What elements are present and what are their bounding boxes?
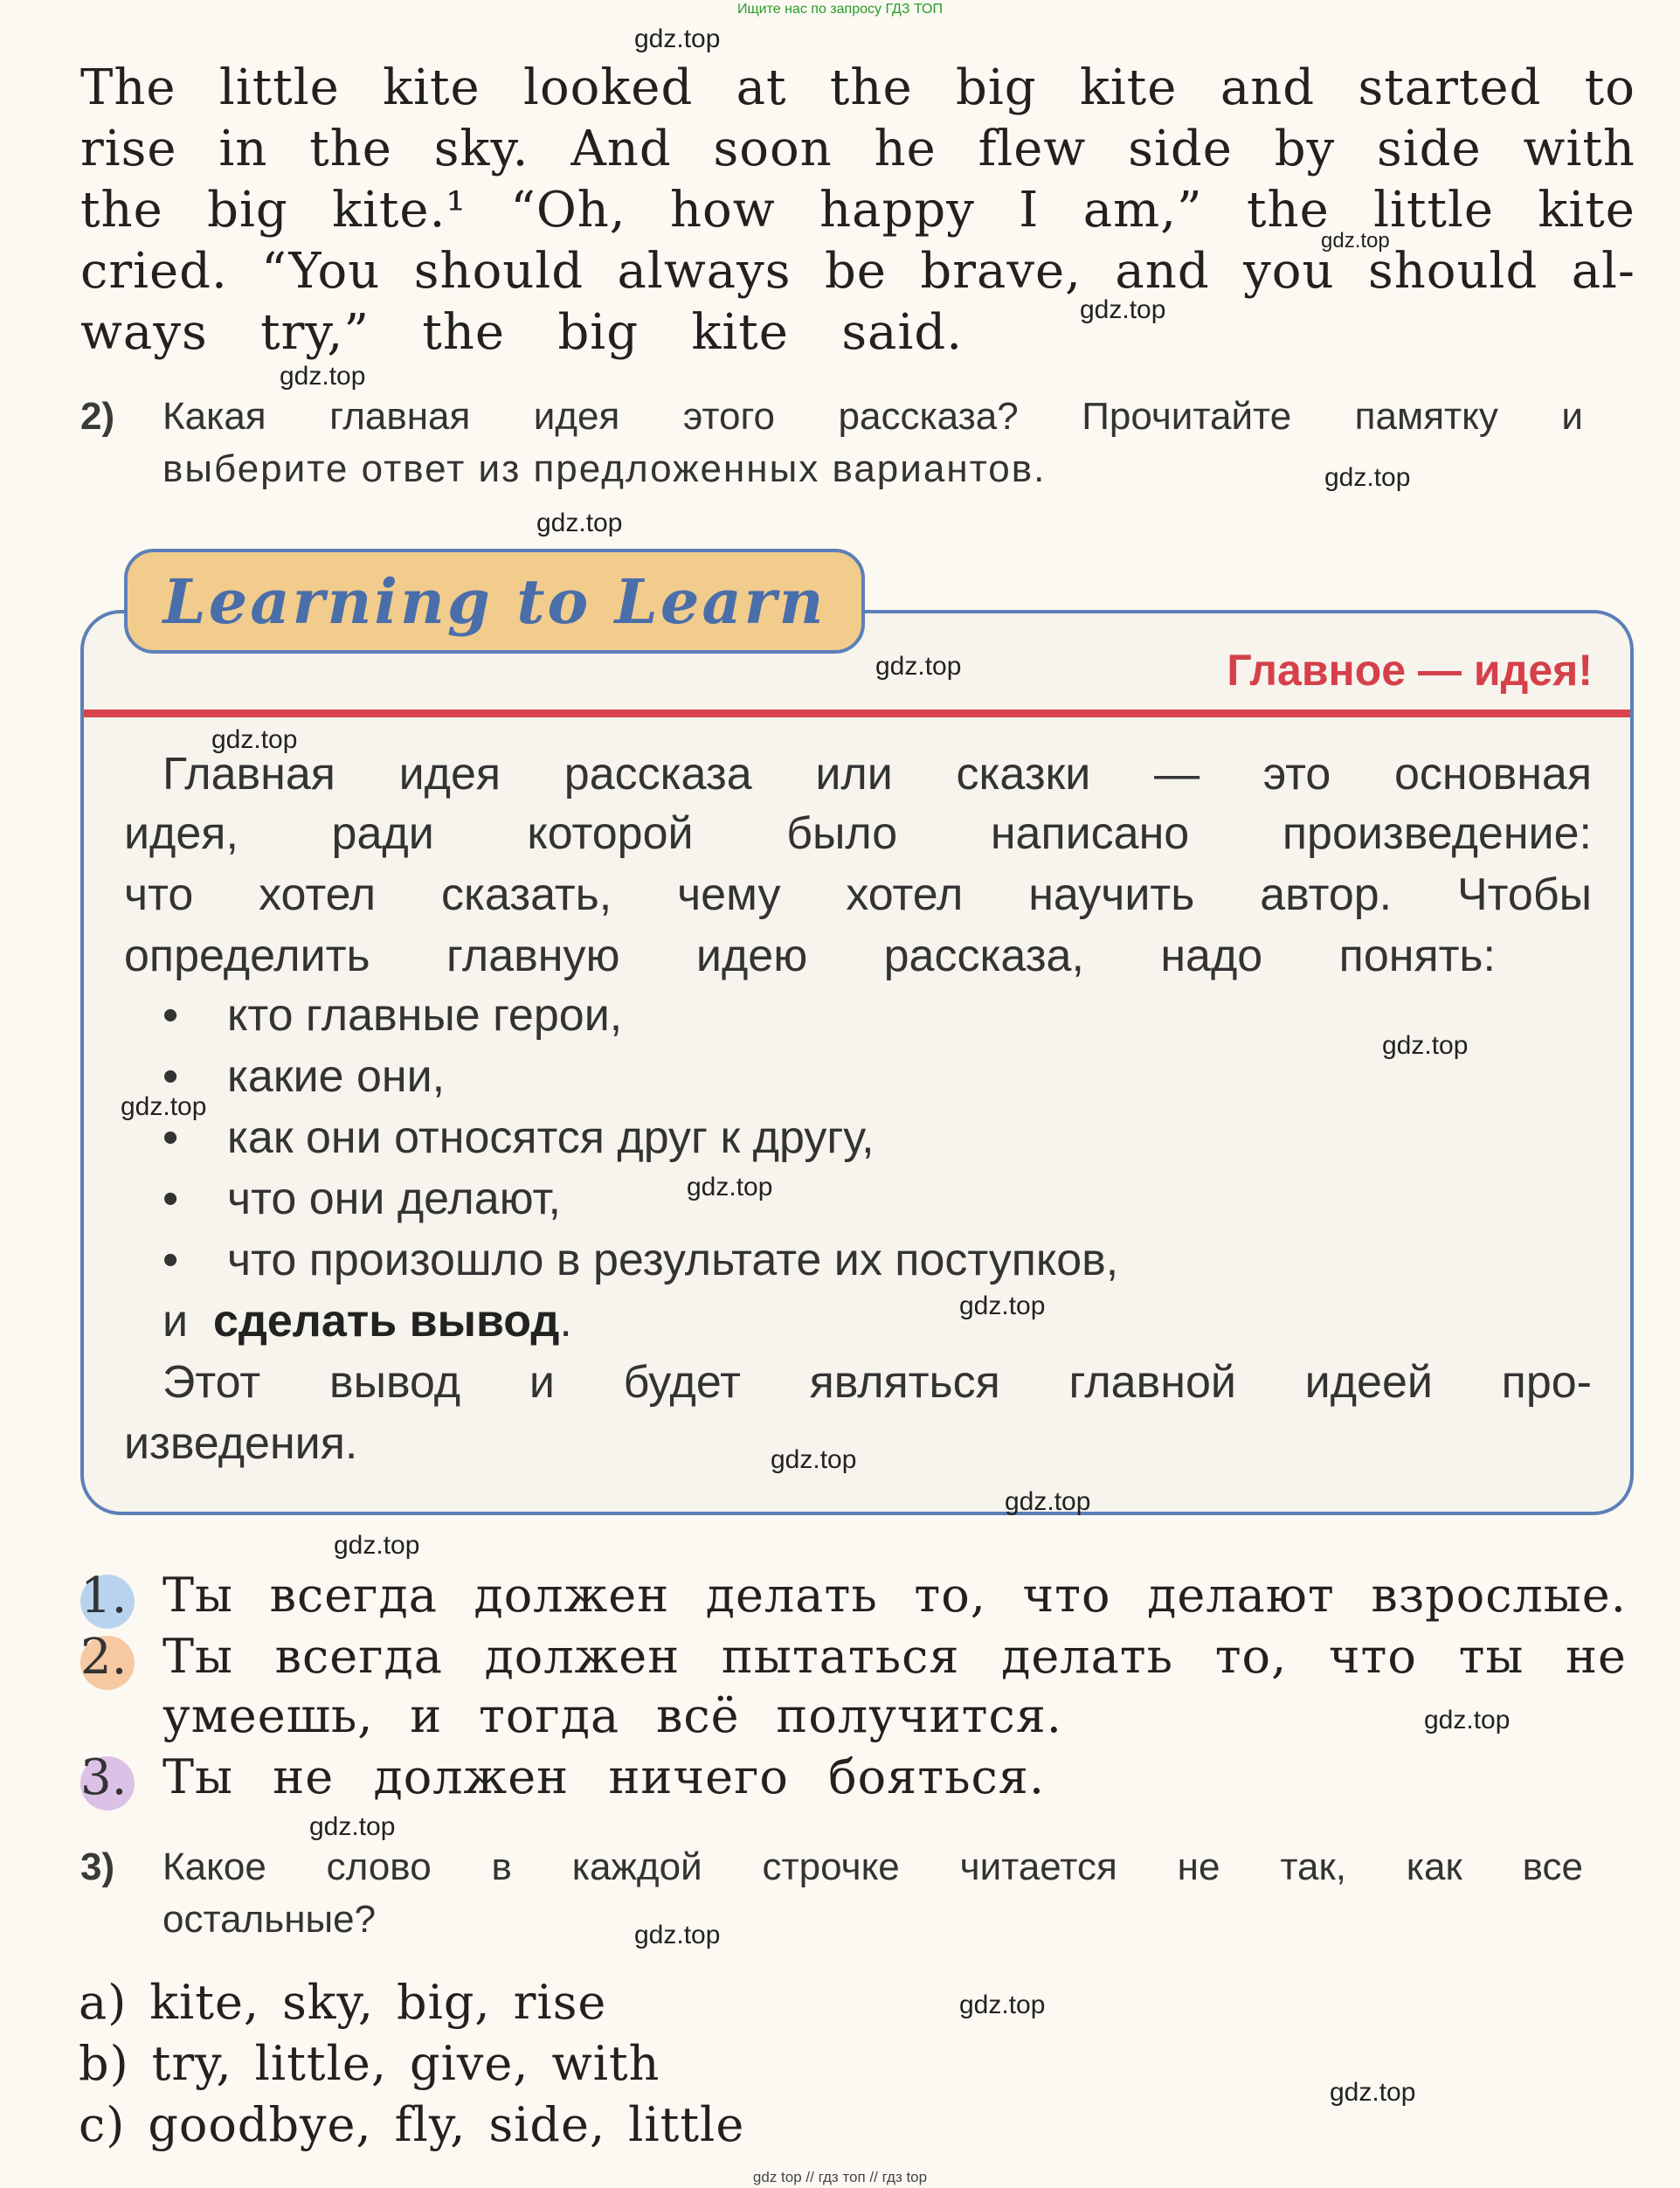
word: side, (488, 2097, 606, 2152)
word: всё (655, 1688, 740, 1743)
word: делать (705, 1568, 878, 1623)
word: kite.¹ (332, 182, 467, 239)
word: про- (1501, 1357, 1592, 1408)
watermark: gdz.top (875, 652, 962, 681)
task-number: 3) (80, 1845, 115, 1888)
option-number: 1. (80, 1568, 128, 1624)
word: рассказа, (883, 931, 1084, 981)
word: делают (1147, 1568, 1335, 1623)
word-row (79, 2036, 682, 2091)
word: должен (484, 1629, 681, 1684)
word: идею (695, 931, 808, 981)
word: little, (254, 2036, 387, 2091)
word: всегда (269, 1568, 438, 1623)
word: понять: (1338, 931, 1496, 981)
option-number: 3. (80, 1749, 128, 1806)
task-text-line: остальные? (162, 1898, 377, 1941)
word: Прочитайте (1082, 395, 1292, 438)
word: always (617, 243, 792, 300)
option-line[interactable] (162, 1568, 1627, 1623)
bullet-item: • что произошло в результате их поступков, (162, 1235, 1119, 1285)
word: try, (151, 2036, 232, 2091)
word: получится. (776, 1688, 1062, 1743)
word: надо (1160, 931, 1263, 981)
word: Ты (162, 1568, 233, 1623)
conclusion-line: и сделать вывод. (162, 1296, 572, 1347)
watermark: gdz.top (959, 1991, 1046, 2019)
word: little (628, 2097, 745, 2152)
story-line (80, 243, 1635, 300)
word: взрослые. (1371, 1568, 1627, 1623)
word: идея, (124, 808, 239, 859)
word: looked (523, 59, 694, 116)
word: “Oh, (510, 182, 626, 239)
word: the (829, 59, 913, 116)
task-number: 2) (80, 395, 115, 438)
word-row (79, 1975, 629, 2030)
word: to (1584, 59, 1635, 116)
word: kite (691, 304, 789, 361)
word: это (1262, 749, 1331, 800)
box-paragraph-line (162, 748, 1592, 800)
word: sky. (433, 121, 529, 177)
option-line[interactable] (162, 1629, 1627, 1684)
word: said. (841, 304, 963, 361)
word: Ты (162, 1749, 233, 1804)
final-line: изведения. (124, 1418, 358, 1469)
word: что (1328, 1629, 1417, 1684)
word: give, (410, 2036, 529, 2091)
word: тогда (479, 1688, 620, 1743)
box-paragraph-line (124, 869, 1592, 921)
option-line[interactable] (162, 1749, 1045, 1804)
word: пытаться (721, 1629, 960, 1684)
word: хотел (259, 869, 377, 920)
bullet-item: • что они делают, (162, 1174, 561, 1224)
word: al- (1571, 243, 1635, 300)
word: started (1358, 59, 1542, 116)
word: бояться. (828, 1749, 1045, 1804)
word: with (1523, 121, 1635, 177)
word: читается (959, 1845, 1117, 1888)
word: at (736, 59, 787, 116)
word-row (79, 2097, 767, 2152)
word: не (1177, 1845, 1220, 1888)
task-text-line (162, 395, 1583, 439)
word: you (1243, 243, 1335, 300)
word: так, (1280, 1845, 1346, 1888)
learning-box-title: Learning to Learn (162, 564, 826, 638)
word: and (1115, 243, 1210, 300)
word: kite, (149, 1975, 260, 2030)
watermark: gdz.top (309, 1812, 396, 1841)
word: Главная (162, 749, 335, 800)
watermark: gdz.top (634, 24, 721, 53)
word: и (410, 1688, 443, 1743)
option-number: 2. (80, 1629, 128, 1686)
word: научить (1028, 869, 1195, 920)
word: the (309, 121, 392, 177)
word: хотел (846, 869, 964, 920)
word: big, (397, 1975, 491, 2030)
word: главная (329, 395, 471, 438)
word: все (1522, 1845, 1583, 1888)
word: he (874, 121, 937, 177)
word: каждой (571, 1845, 702, 1888)
word: soon (713, 121, 833, 177)
word: kite (1538, 182, 1635, 239)
bottom-banner[interactable]: gdz top // гдз топ // гдз top (752, 2169, 928, 2185)
watermark: gdz.top (1382, 1031, 1469, 1060)
word: Чтобы (1457, 869, 1592, 920)
conclusion-bold: сделать вывод (212, 1296, 560, 1347)
bullet-item: • как они относятся друг к другу, (162, 1112, 875, 1163)
word: be (824, 243, 887, 300)
story-line (80, 121, 1635, 177)
row-label: b) (79, 2036, 129, 2091)
box-paragraph-line (124, 807, 1592, 860)
word: или (815, 749, 893, 800)
row-label: a) (79, 1975, 128, 2030)
word: big (557, 304, 640, 361)
watermark: gdz.top (1324, 463, 1411, 492)
word: should (1367, 243, 1538, 300)
watermark: gdz.top (280, 362, 366, 391)
box-paragraph-line (124, 930, 1496, 982)
word: how (669, 182, 776, 239)
word: the (422, 304, 506, 361)
word: “You (261, 243, 381, 300)
word: будет (623, 1357, 741, 1408)
watermark: gdz.top (334, 1531, 420, 1560)
word: Какая (162, 395, 266, 438)
word: и (1561, 395, 1583, 438)
word: являться (809, 1357, 1000, 1408)
word: сказки (956, 749, 1091, 800)
word: идея (533, 395, 620, 438)
word: в (491, 1845, 512, 1888)
word: вывод (328, 1357, 461, 1408)
word: которой (527, 808, 694, 859)
watermark: gdz.top (211, 725, 298, 754)
word: произведение: (1282, 808, 1592, 859)
word: должен (474, 1568, 670, 1623)
word: brave, (920, 243, 1082, 300)
word: the (80, 182, 163, 239)
watermark: gdz.top (121, 1092, 207, 1121)
word: sky, (282, 1975, 375, 2030)
final-line (162, 1356, 1592, 1409)
word: идея (398, 749, 501, 800)
word: I (1019, 182, 1040, 239)
bullet-item: • кто главные герои, (162, 990, 623, 1041)
word: flew (978, 121, 1087, 177)
task-text-line: выберите ответ из предложенных вариантов. (162, 447, 1047, 490)
word: и (529, 1357, 555, 1408)
word: Этот (162, 1357, 261, 1408)
word: kite (383, 59, 480, 116)
word: рассказа? (838, 395, 1019, 438)
word: happy (819, 182, 975, 239)
word: fly, (394, 2097, 467, 2152)
word: little (218, 59, 340, 116)
word: как (1406, 1845, 1462, 1888)
word: rise (80, 121, 177, 177)
word: памятку (1354, 395, 1498, 438)
word: делать (1001, 1629, 1174, 1684)
word: то, (914, 1568, 986, 1623)
word: ничего (608, 1749, 789, 1804)
watermark: gdz.top (536, 509, 623, 537)
word: The (80, 59, 176, 116)
word: основная (1394, 749, 1592, 800)
watermark: gdz.top (1321, 229, 1390, 253)
word: am,” (1082, 182, 1203, 239)
story-line (80, 182, 1635, 239)
word: рассказа (563, 749, 752, 800)
word: by (1274, 121, 1336, 177)
watermark: gdz.top (687, 1173, 773, 1201)
word: всегда (274, 1629, 443, 1684)
word: side (1128, 121, 1233, 177)
top-banner[interactable]: Ищите нас по запросу ГДЗ ТОП (737, 2, 943, 17)
learning-box-subtitle: Главное — идея! (1227, 646, 1593, 695)
word: goodbye, (148, 2097, 372, 2152)
word: должен (373, 1749, 570, 1804)
word: этого (682, 395, 776, 438)
word: Ты (162, 1629, 233, 1684)
word: ты (1458, 1629, 1524, 1684)
word: то, (1214, 1629, 1288, 1684)
story-line (80, 304, 963, 361)
watermark: gdz.top (771, 1445, 857, 1474)
word: умеешь, (162, 1688, 374, 1743)
word: чему (677, 869, 781, 920)
word: что (1022, 1568, 1111, 1623)
word: in (218, 121, 268, 177)
word: try,” (260, 304, 370, 361)
word: идеей (1304, 1357, 1433, 1408)
word: Какое (162, 1845, 266, 1888)
story-line (80, 59, 1635, 116)
word: автор. (1260, 869, 1393, 920)
word: rise (513, 1975, 607, 2030)
word: не (1566, 1629, 1627, 1684)
word: big (207, 182, 288, 239)
word: with (551, 2036, 660, 2091)
word: and (1220, 59, 1316, 116)
word: слово (326, 1845, 432, 1888)
watermark: gdz.top (1424, 1706, 1511, 1734)
word: главную (446, 931, 620, 981)
watermark: gdz.top (959, 1291, 1046, 1320)
word: определить (124, 931, 370, 981)
word: should (413, 243, 584, 300)
word: And (570, 121, 672, 177)
word: ради (331, 808, 434, 859)
row-label: c) (79, 2097, 126, 2152)
word: kite (1079, 59, 1178, 116)
word: сказать, (441, 869, 612, 920)
word: написано (990, 808, 1190, 859)
word: строчке (762, 1845, 900, 1888)
word: the (1247, 182, 1330, 239)
watermark: gdz.top (1080, 295, 1166, 324)
task-text-line (162, 1845, 1583, 1889)
bullet-item: • какие они, (162, 1051, 446, 1102)
word: little (1373, 182, 1495, 239)
word: не (273, 1749, 335, 1804)
word: — (1154, 749, 1200, 800)
word: big (955, 59, 1037, 116)
word: ways (80, 304, 208, 361)
word: side (1377, 121, 1482, 177)
learning-box-tab (124, 549, 865, 654)
watermark: gdz.top (1330, 2078, 1416, 2107)
word: было (786, 808, 898, 859)
option-line[interactable] (162, 1688, 1062, 1743)
watermark: gdz.top (634, 1921, 721, 1949)
word: что (124, 869, 194, 920)
divider (84, 710, 1630, 717)
word: cried. (80, 243, 228, 300)
word: главной (1068, 1357, 1236, 1408)
watermark: gdz.top (1005, 1487, 1091, 1516)
